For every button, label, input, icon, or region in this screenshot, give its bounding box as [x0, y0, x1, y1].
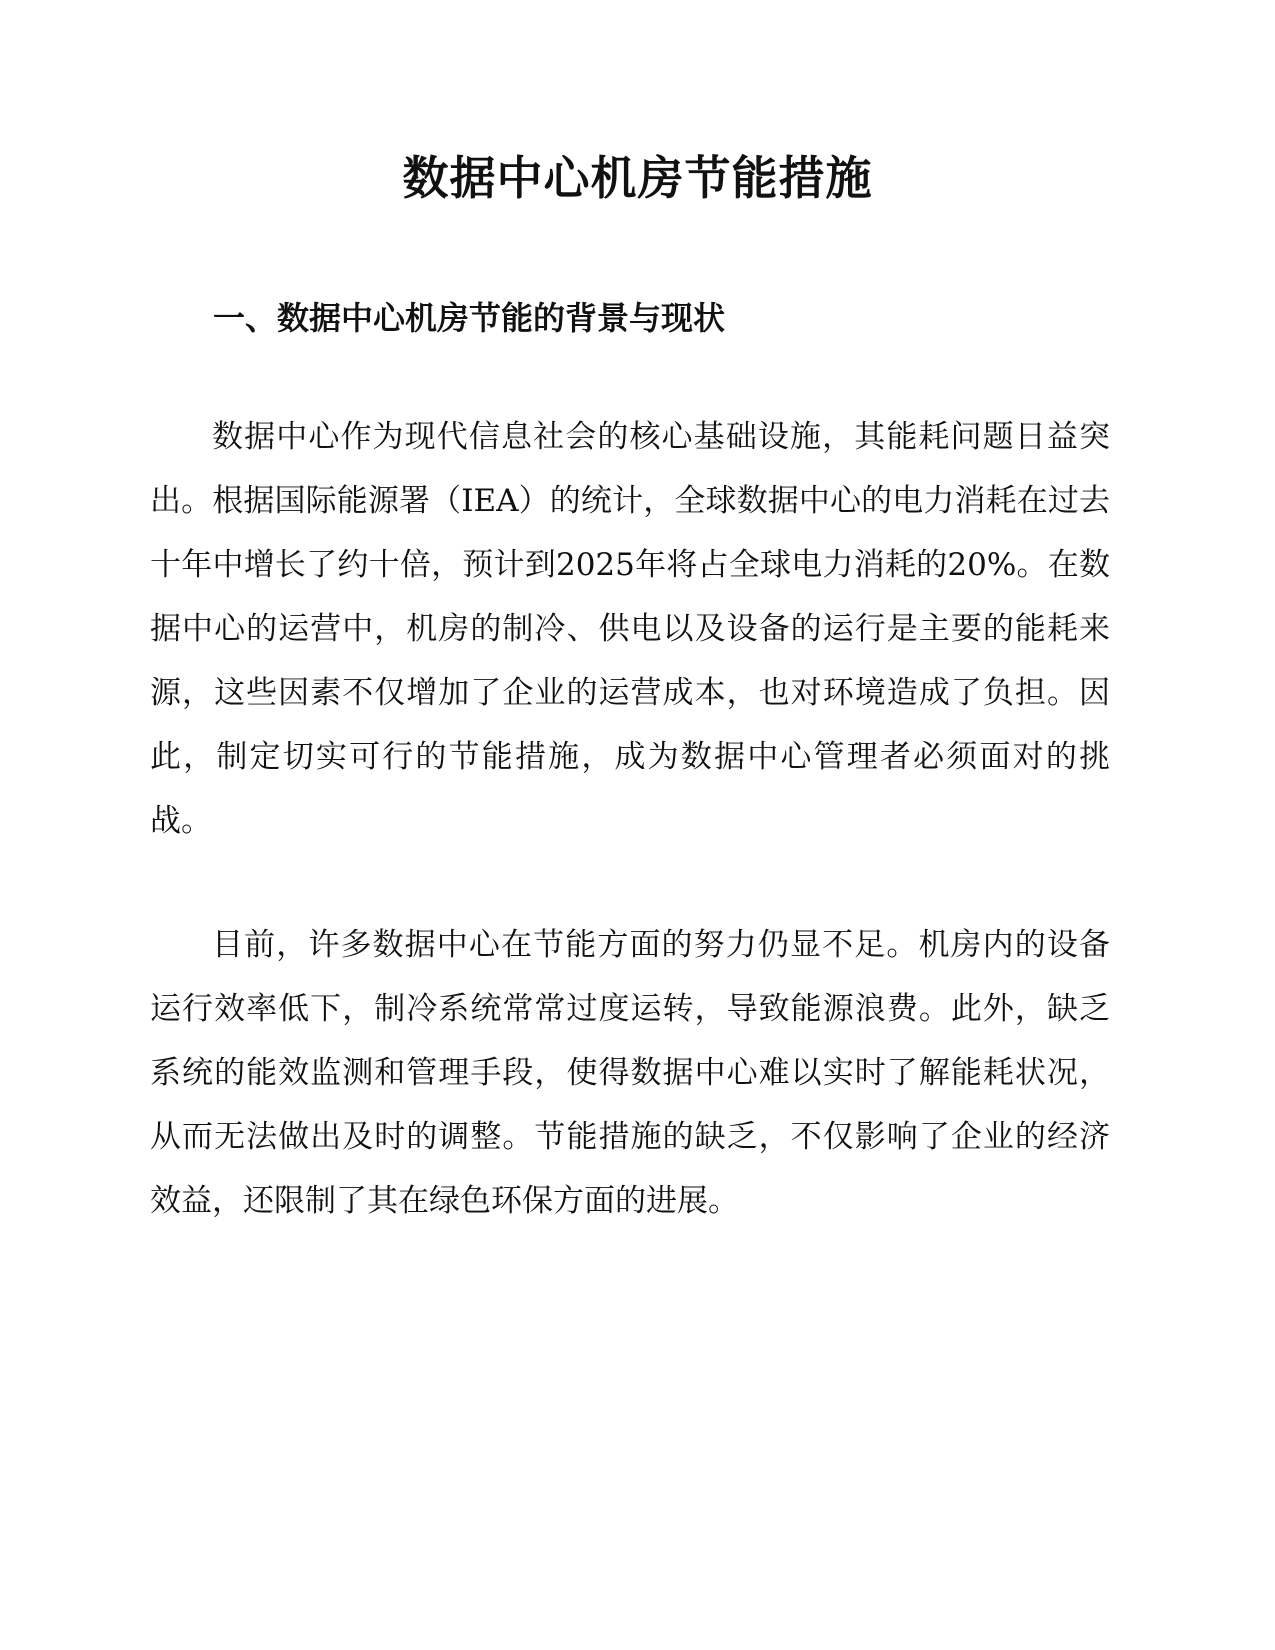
document-title: 数据中心机房节能措施	[402, 151, 873, 205]
body-paragraph-2: 目前，许多数据中心在节能方面的努力仍显不足。机房内的设备运行效率低下，制冷系统常常过度运转，导致能源浪费。此外，缺乏系统的能效监测和管理手段，使得数据中心难以实时了解能耗状况，从而无法做出及时的调整。节能措施的缺乏，不仅影响了企业的经济效益，还限制了其在绿色环保方面的进展。	[150, 927, 1110, 1219]
section-heading: 一、数据中心机房节能的背景与现状	[213, 299, 726, 337]
body-paragraph-1: 数据中心作为现代信息社会的核心基础设施，其能耗问题日益突出。根据国际能源署（IEA）的统计，全球数据中心的电力消耗在过去十年中增长了约十倍，预计到2025年将占全球电力消耗的20%。在数据中心的运营中，机房的制冷、供电以及设备的运行是主要的能耗来源，这些因素不仅增加了企业的运营成本，也对环境造成了负担。因此，制定切实可行的节能措施，成为数据中心管理者必须面对的挑战。	[150, 419, 1110, 839]
